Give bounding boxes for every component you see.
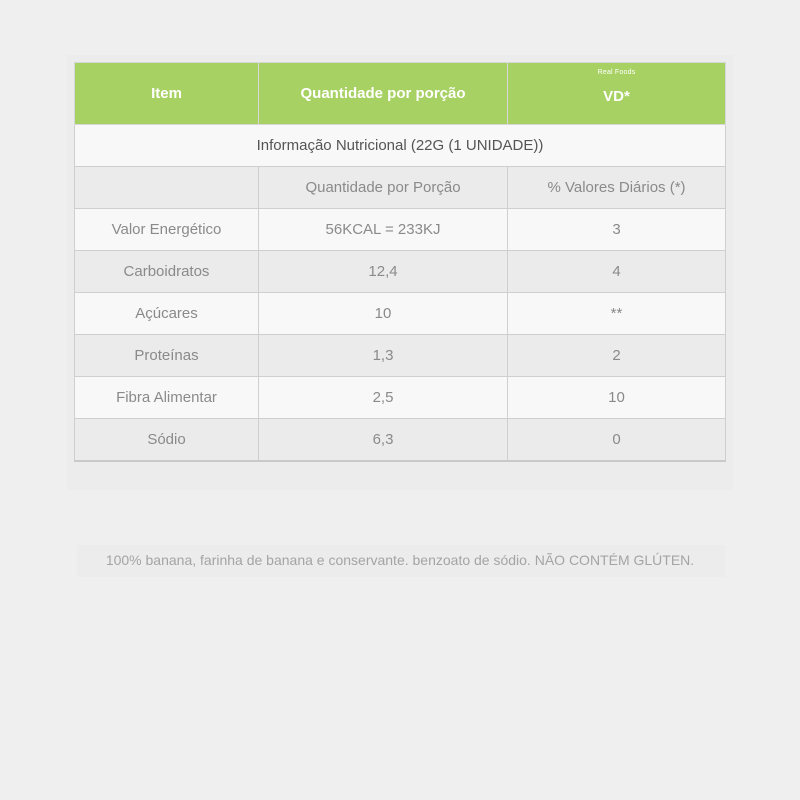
row-quantity: 12,4 (259, 251, 508, 293)
table-caption: Informação Nutricional (22G (1 UNIDADE)) (75, 125, 726, 167)
row-quantity: 1,3 (259, 335, 508, 377)
row-item: Valor Energético (75, 209, 259, 251)
subheader-blank (75, 167, 259, 209)
row-quantity: 6,3 (259, 419, 508, 462)
header-quantity: Quantidade por porção (259, 63, 508, 125)
table-row (75, 419, 726, 462)
table-caption-row (75, 125, 726, 167)
row-vd: 0 (508, 419, 726, 462)
row-vd: ** (508, 293, 726, 335)
row-vd: 3 (508, 209, 726, 251)
table-row (75, 293, 726, 335)
row-quantity: 56KCAL = 233KJ (259, 209, 508, 251)
row-item: Açúcares (75, 293, 259, 335)
row-quantity: 2,5 (259, 377, 508, 419)
header-vd (508, 63, 726, 125)
row-item: Fibra Alimentar (75, 377, 259, 419)
row-vd: 10 (508, 377, 726, 419)
subheader-daily-values: % Valores Diários (*) (508, 167, 726, 209)
row-vd: 4 (508, 251, 726, 293)
table-row (75, 335, 726, 377)
row-item: Sódio (75, 419, 259, 462)
row-item: Proteínas (75, 335, 259, 377)
row-item: Carboidratos (75, 251, 259, 293)
header-item: Item (75, 63, 259, 125)
row-quantity: 10 (259, 293, 508, 335)
subheader-quantity: Quantidade por Porção (259, 167, 508, 209)
header-vd-label: VD* (603, 88, 630, 105)
table-row (75, 209, 726, 251)
table-row (75, 251, 726, 293)
table-row (75, 377, 726, 419)
table-subheader-row (75, 167, 726, 209)
brand-logo: Real Foods (597, 69, 636, 76)
nutrition-table (74, 62, 726, 462)
table-header-row (75, 63, 726, 125)
row-vd: 2 (508, 335, 726, 377)
ingredients-text: 100% banana, farinha de banana e conservante. benzoato de sódio. NÃO CONTÉM GLÚTEN. (105, 552, 695, 568)
